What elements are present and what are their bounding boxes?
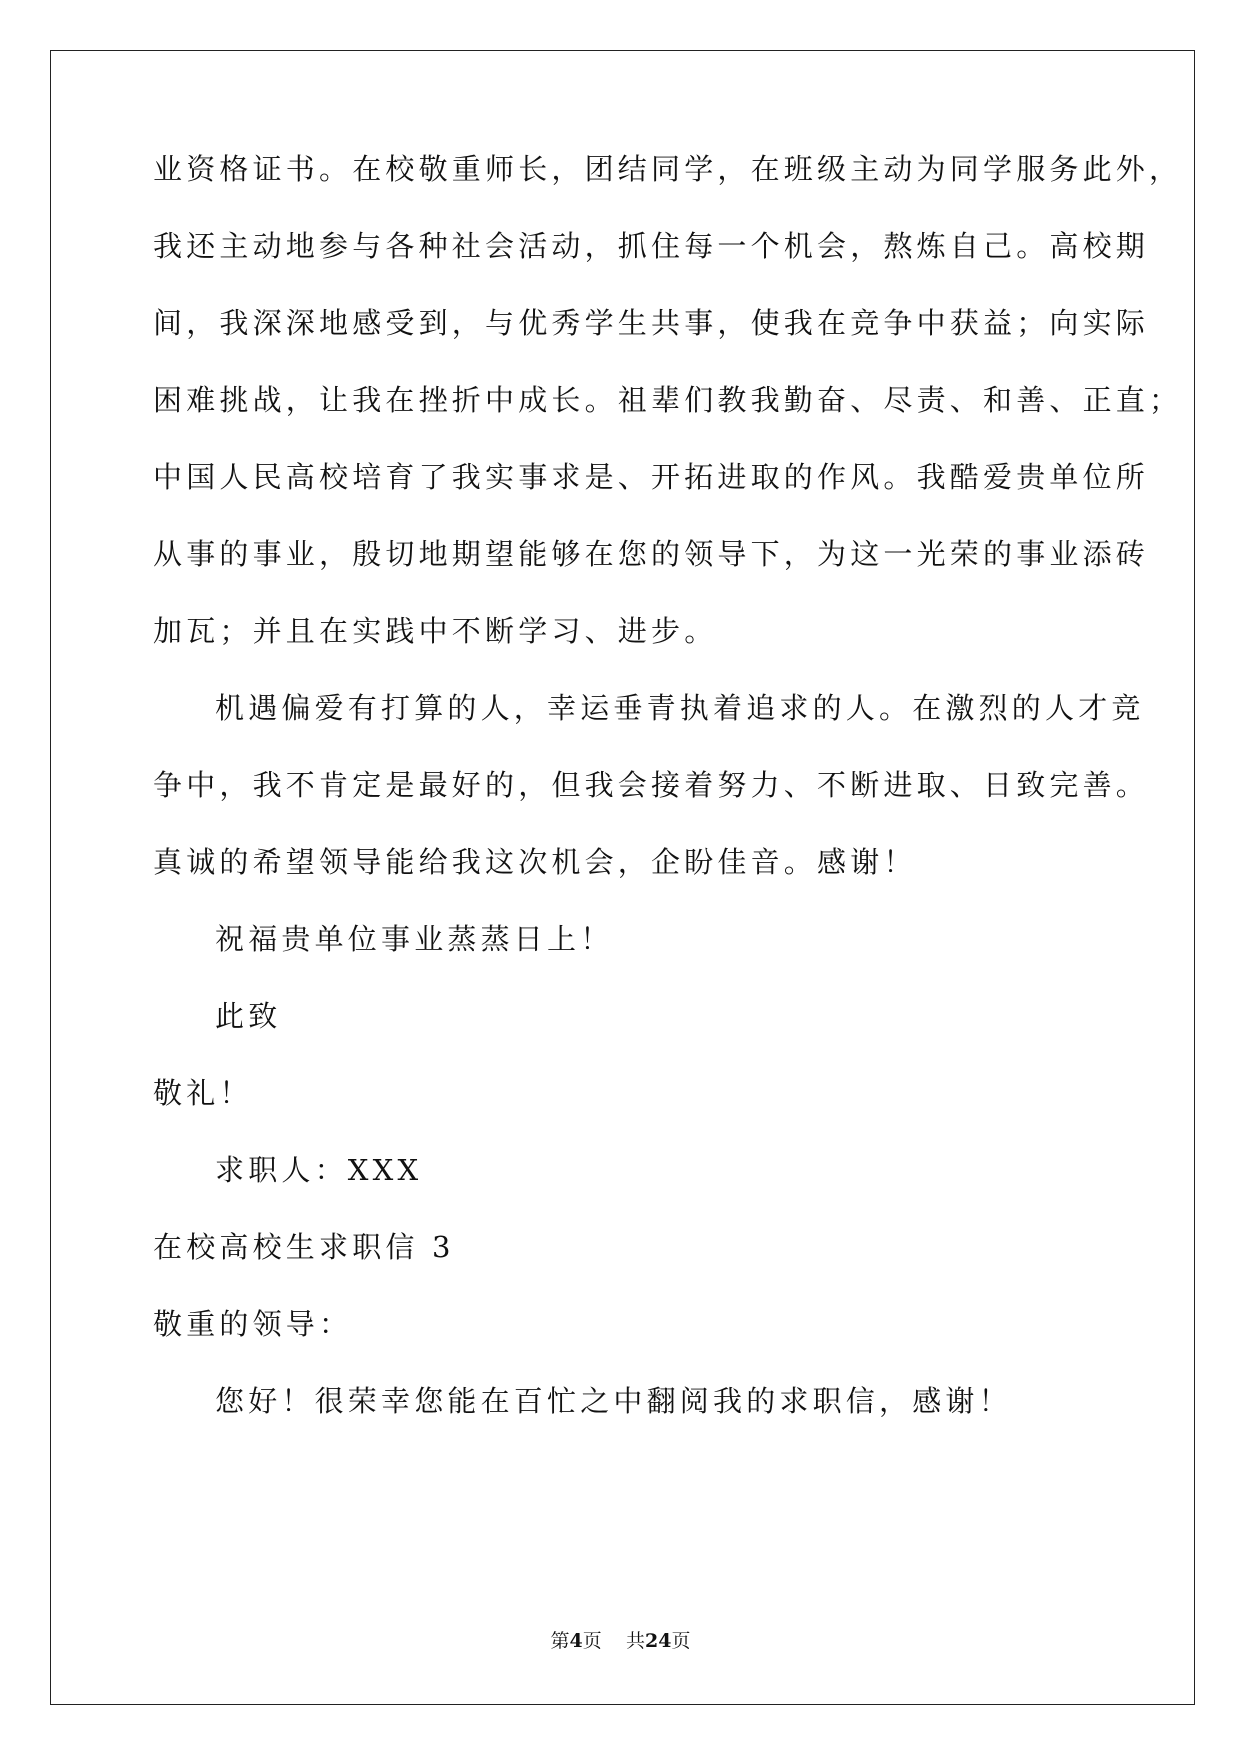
text-line: 困难挑战，让我在挫折中成长。祖辈们教我勤奋、尽责、和善、正直；: [153, 383, 1183, 417]
text-line: 中国人民高校培育了我实事求是、开拓进取的作风。我酷爱贵单位所: [153, 460, 1150, 494]
text-line: 从事的事业，殷切地期望能够在您的领导下，为这一光荣的事业添砖: [153, 537, 1150, 571]
text-line: 间，我深深地感受到，与优秀学生共事，使我在竞争中获益；向实际: [153, 306, 1150, 340]
section-heading: 在校高校生求职信 3: [153, 1230, 455, 1264]
text-line: 此致: [215, 999, 282, 1033]
footer-total-suffix: 页: [671, 1630, 691, 1652]
footer-total-prefix: 共: [625, 1630, 645, 1652]
text-line: 敬礼！: [153, 1076, 253, 1110]
text-line: 我还主动地参与各种社会活动，抓住每一个机会，熬炼自己。高校期: [153, 229, 1150, 263]
text-line: 机遇偏爱有打算的人，幸运垂青执着追求的人。在激烈的人才竞: [215, 691, 1145, 725]
text-line: 加瓦；并且在实践中不断学习、进步。: [153, 614, 718, 648]
text-line: 敬重的领导：: [153, 1307, 353, 1341]
text-line: 业资格证书。在校敬重师长，团结同学，在班级主动为同学服务此外，: [153, 152, 1183, 186]
text-line: 真诚的希望领导能给我这次机会，企盼佳音。感谢！: [153, 845, 917, 879]
text-line: 求职人：XXX: [215, 1153, 423, 1187]
text-line: 您好！很荣幸您能在百忙之中翻阅我的求职信，感谢！: [215, 1384, 1012, 1418]
footer-page-number: 4: [569, 1630, 583, 1652]
page-footer: [0, 1626, 1241, 1653]
footer-page-prefix: 第: [550, 1630, 570, 1652]
footer-page-suffix: 页: [582, 1630, 602, 1652]
footer-total-pages: 24: [644, 1630, 672, 1652]
text-line: 祝福贵单位事业蒸蒸日上！: [215, 922, 614, 956]
text-line: 争中，我不肯定是最好的，但我会接着努力、不断进取、日致完善。: [153, 768, 1150, 802]
